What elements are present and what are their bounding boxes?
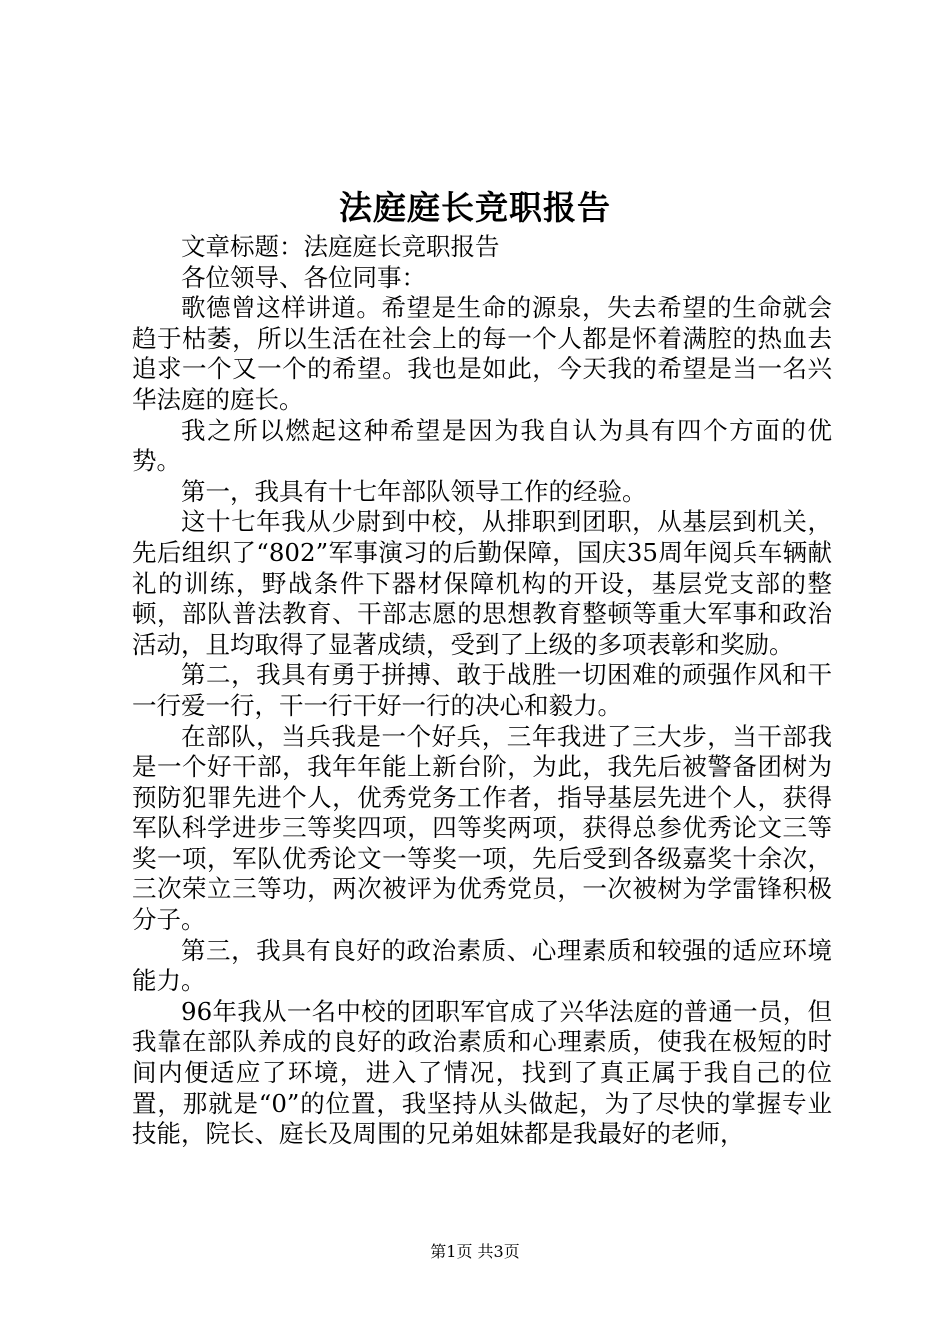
- paragraph: 第一，我具有十七年部队领导工作的经验。: [181, 476, 647, 506]
- paragraph: 96年我从一名中校的团职军官成了兴华法庭的普通一员，但我靠在部队养成的良好的政治素质和心理素质，使我在极短的时间内便适应了环境，进入了情况，找到了真正属于我自己的位置，那就是“0”的位置，我坚持从头做起，为了尽快的掌握专业技能，院长、庭长及周围的兄弟姐妹都是我最好的老师，: [132, 996, 832, 1149]
- document-body: [132, 232, 832, 1150]
- paragraph: 第二，我具有勇于拼搏、敢于战胜一切困难的顽强作风和干一行爱一行，干一行干好一行的决心和毅力。: [132, 660, 832, 720]
- paragraph: 我之所以燃起这种希望是因为我自认为具有四个方面的优势。: [132, 415, 832, 476]
- paragraph-article-title: 文章标题：法庭庭长竞职报告: [181, 232, 500, 261]
- page-footer: 第1页 共3页: [430, 1242, 520, 1261]
- paragraph: 第三，我具有良好的政治素质、心理素质和较强的适应环境能力。: [132, 935, 832, 996]
- paragraph: 这十七年我从少尉到中校，从排职到团职，从基层到机关，先后组织了“802”军事演习的后勤保障，国庆35周年阅兵车辆献礼的训练，野战条件下器材保障机构的开设，基层党支部的整顿，部队普法教育、干部志愿的思想教育整顿等重大军事和政治活动，且均取得了显著成绩，受到了上级的多项表彰和奖励。: [132, 507, 832, 659]
- document-title: 法庭庭长竞职报告: [339, 188, 611, 227]
- paragraph: 在部队，当兵我是一个好兵，三年我进了三大步，当干部我是一个好干部，我年年能上新台阶，为此，我先后被警备团树为预防犯罪先进个人，优秀党务工作者，指导基层先进个人，获得军队科学进步三等奖四项，四等奖两项，获得总参优秀论文三等奖一项，军队优秀论文一等奖一项，先后受到各级嘉奖十余次，三次荣立三等功，两次被评为优秀党员，一次被树为学雷锋积极分子。: [132, 721, 832, 935]
- paragraph: 歌德曾这样讲道。希望是生命的源泉，失去希望的生命就会趋于枯萎，所以生活在社会上的每一个人都是怀着满腔的热血去追求一个又一个的希望。我也是如此，今天我的希望是当一名兴华法庭的庭长。: [132, 293, 832, 414]
- paragraph-salutation: 各位领导、各位同事：: [181, 262, 426, 292]
